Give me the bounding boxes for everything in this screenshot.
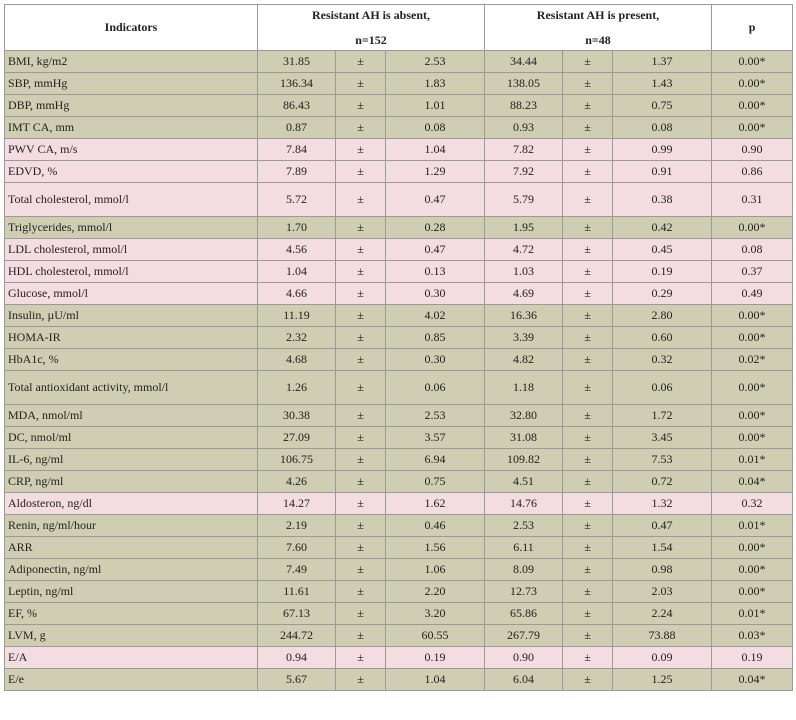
header-group-absent xyxy=(258,5,485,51)
table-row xyxy=(5,515,793,537)
absent-mean-cell: 7.89 xyxy=(258,161,336,183)
indicator-cell: IMT CA, mm xyxy=(5,117,258,139)
table-row xyxy=(5,239,793,261)
p-value-cell: 0.01* xyxy=(712,515,793,537)
absent-sd-cell: 2.53 xyxy=(386,51,485,73)
indicator-cell: LDL cholesterol, mmol/l xyxy=(5,239,258,261)
absent-mean-cell: 31.85 xyxy=(258,51,336,73)
present-mean-cell: 109.82 xyxy=(485,449,563,471)
p-value-cell: 0.49 xyxy=(712,283,793,305)
indicator-cell: Insulin, µU/ml xyxy=(5,305,258,327)
p-value-cell: 0.00* xyxy=(712,405,793,427)
indicator-cell: Leptin, ng/ml xyxy=(5,581,258,603)
absent-sd-cell: 3.57 xyxy=(386,427,485,449)
absent-pm-cell: ± xyxy=(336,73,386,95)
absent-pm-cell: ± xyxy=(336,217,386,239)
present-mean-cell: 7.92 xyxy=(485,161,563,183)
absent-mean-cell: 30.38 xyxy=(258,405,336,427)
absent-sd-cell: 2.20 xyxy=(386,581,485,603)
absent-pm-cell: ± xyxy=(336,305,386,327)
present-pm-cell: ± xyxy=(563,669,613,691)
present-pm-cell: ± xyxy=(563,349,613,371)
p-value-cell: 0.00* xyxy=(712,371,793,405)
present-sd-cell: 1.25 xyxy=(613,669,712,691)
table-row xyxy=(5,73,793,95)
table-row xyxy=(5,625,793,647)
header-group-present-n: n=48 xyxy=(585,32,611,47)
indicator-cell: Adiponectin, ng/ml xyxy=(5,559,258,581)
present-sd-cell: 0.32 xyxy=(613,349,712,371)
absent-sd-cell: 0.46 xyxy=(386,515,485,537)
present-sd-cell: 0.19 xyxy=(613,261,712,283)
present-sd-cell: 7.53 xyxy=(613,449,712,471)
absent-pm-cell: ± xyxy=(336,183,386,217)
absent-sd-cell: 2.53 xyxy=(386,405,485,427)
p-value-cell: 0.01* xyxy=(712,603,793,625)
table-row xyxy=(5,669,793,691)
absent-mean-cell: 136.34 xyxy=(258,73,336,95)
present-mean-cell: 14.76 xyxy=(485,493,563,515)
absent-sd-cell: 1.04 xyxy=(386,669,485,691)
table-row xyxy=(5,51,793,73)
present-mean-cell: 6.04 xyxy=(485,669,563,691)
table-row xyxy=(5,183,793,217)
absent-sd-cell: 0.28 xyxy=(386,217,485,239)
table-row xyxy=(5,471,793,493)
absent-sd-cell: 0.30 xyxy=(386,349,485,371)
header-group-absent-n: n=152 xyxy=(355,32,387,47)
table-row xyxy=(5,537,793,559)
present-pm-cell: ± xyxy=(563,161,613,183)
indicator-cell: Renin, ng/ml/hour xyxy=(5,515,258,537)
absent-mean-cell: 27.09 xyxy=(258,427,336,449)
present-pm-cell: ± xyxy=(563,51,613,73)
absent-mean-cell: 7.60 xyxy=(258,537,336,559)
absent-pm-cell: ± xyxy=(336,161,386,183)
absent-pm-cell: ± xyxy=(336,261,386,283)
indicator-cell: Total antioxidant activity, mmol/l xyxy=(5,371,258,405)
table-body xyxy=(5,51,793,691)
present-mean-cell: 0.90 xyxy=(485,647,563,669)
absent-sd-cell: 0.85 xyxy=(386,327,485,349)
absent-sd-cell: 4.02 xyxy=(386,305,485,327)
table-row xyxy=(5,261,793,283)
present-sd-cell: 0.29 xyxy=(613,283,712,305)
present-pm-cell: ± xyxy=(563,283,613,305)
present-pm-cell: ± xyxy=(563,117,613,139)
present-mean-cell: 8.09 xyxy=(485,559,563,581)
table-row xyxy=(5,581,793,603)
present-pm-cell: ± xyxy=(563,625,613,647)
absent-sd-cell: 0.19 xyxy=(386,647,485,669)
indicator-cell: Glucose, mmol/l xyxy=(5,283,258,305)
indicator-cell: E/e xyxy=(5,669,258,691)
present-sd-cell: 1.32 xyxy=(613,493,712,515)
absent-pm-cell: ± xyxy=(336,493,386,515)
absent-pm-cell: ± xyxy=(336,95,386,117)
present-sd-cell: 0.45 xyxy=(613,239,712,261)
p-value-cell: 0.00* xyxy=(712,327,793,349)
absent-pm-cell: ± xyxy=(336,327,386,349)
present-pm-cell: ± xyxy=(563,471,613,493)
present-sd-cell: 0.99 xyxy=(613,139,712,161)
absent-mean-cell: 4.68 xyxy=(258,349,336,371)
absent-sd-cell: 6.94 xyxy=(386,449,485,471)
p-value-cell: 0.01* xyxy=(712,449,793,471)
absent-sd-cell: 0.08 xyxy=(386,117,485,139)
absent-pm-cell: ± xyxy=(336,449,386,471)
present-pm-cell: ± xyxy=(563,449,613,471)
p-value-cell: 0.90 xyxy=(712,139,793,161)
present-sd-cell: 0.38 xyxy=(613,183,712,217)
present-sd-cell: 0.08 xyxy=(613,117,712,139)
present-pm-cell: ± xyxy=(563,139,613,161)
present-pm-cell: ± xyxy=(563,371,613,405)
present-mean-cell: 2.53 xyxy=(485,515,563,537)
absent-pm-cell: ± xyxy=(336,405,386,427)
p-value-cell: 0.00* xyxy=(712,537,793,559)
header-group-present-title: Resistant AH is present, xyxy=(536,7,660,22)
absent-sd-cell: 1.06 xyxy=(386,559,485,581)
indicator-cell: ARR xyxy=(5,537,258,559)
present-pm-cell: ± xyxy=(563,603,613,625)
indicator-cell: EDVD, % xyxy=(5,161,258,183)
indicator-cell: EF, % xyxy=(5,603,258,625)
p-value-cell: 0.03* xyxy=(712,625,793,647)
present-pm-cell: ± xyxy=(563,217,613,239)
p-value-cell: 0.04* xyxy=(712,471,793,493)
absent-mean-cell: 106.75 xyxy=(258,449,336,471)
absent-mean-cell: 11.19 xyxy=(258,305,336,327)
present-sd-cell: 1.54 xyxy=(613,537,712,559)
present-pm-cell: ± xyxy=(563,327,613,349)
present-pm-cell: ± xyxy=(563,305,613,327)
absent-pm-cell: ± xyxy=(336,427,386,449)
present-mean-cell: 1.18 xyxy=(485,371,563,405)
indicator-cell: LVM, g xyxy=(5,625,258,647)
header-p: p xyxy=(712,5,793,51)
table-row xyxy=(5,427,793,449)
absent-sd-cell: 1.56 xyxy=(386,537,485,559)
present-sd-cell: 2.03 xyxy=(613,581,712,603)
absent-mean-cell: 2.19 xyxy=(258,515,336,537)
table-row xyxy=(5,95,793,117)
table-row xyxy=(5,603,793,625)
present-mean-cell: 1.95 xyxy=(485,217,563,239)
absent-mean-cell: 5.72 xyxy=(258,183,336,217)
absent-pm-cell: ± xyxy=(336,515,386,537)
present-sd-cell: 0.47 xyxy=(613,515,712,537)
present-sd-cell: 0.72 xyxy=(613,471,712,493)
present-sd-cell: 1.37 xyxy=(613,51,712,73)
absent-mean-cell: 86.43 xyxy=(258,95,336,117)
present-sd-cell: 0.98 xyxy=(613,559,712,581)
absent-pm-cell: ± xyxy=(336,349,386,371)
absent-mean-cell: 4.66 xyxy=(258,283,336,305)
p-value-cell: 0.00* xyxy=(712,581,793,603)
present-pm-cell: ± xyxy=(563,183,613,217)
absent-mean-cell: 67.13 xyxy=(258,603,336,625)
indicator-cell: BMI, kg/m2 xyxy=(5,51,258,73)
indicator-cell: PWV CA, m/s xyxy=(5,139,258,161)
table-row xyxy=(5,283,793,305)
present-mean-cell: 6.11 xyxy=(485,537,563,559)
present-mean-cell: 65.86 xyxy=(485,603,563,625)
present-sd-cell: 0.42 xyxy=(613,217,712,239)
present-sd-cell: 0.91 xyxy=(613,161,712,183)
present-mean-cell: 1.03 xyxy=(485,261,563,283)
present-pm-cell: ± xyxy=(563,239,613,261)
present-pm-cell: ± xyxy=(563,427,613,449)
table-row xyxy=(5,349,793,371)
present-pm-cell: ± xyxy=(563,515,613,537)
present-mean-cell: 4.51 xyxy=(485,471,563,493)
present-pm-cell: ± xyxy=(563,493,613,515)
present-mean-cell: 4.82 xyxy=(485,349,563,371)
absent-sd-cell: 1.01 xyxy=(386,95,485,117)
present-mean-cell: 4.72 xyxy=(485,239,563,261)
absent-mean-cell: 5.67 xyxy=(258,669,336,691)
absent-mean-cell: 0.94 xyxy=(258,647,336,669)
present-pm-cell: ± xyxy=(563,581,613,603)
absent-mean-cell: 244.72 xyxy=(258,625,336,647)
absent-mean-cell: 7.84 xyxy=(258,139,336,161)
table-row xyxy=(5,449,793,471)
table-row xyxy=(5,647,793,669)
absent-mean-cell: 4.26 xyxy=(258,471,336,493)
present-mean-cell: 31.08 xyxy=(485,427,563,449)
present-sd-cell: 3.45 xyxy=(613,427,712,449)
present-mean-cell: 88.23 xyxy=(485,95,563,117)
indicators-table xyxy=(4,4,793,691)
table-row xyxy=(5,405,793,427)
p-value-cell: 0.00* xyxy=(712,305,793,327)
absent-sd-cell: 0.06 xyxy=(386,371,485,405)
present-mean-cell: 4.69 xyxy=(485,283,563,305)
present-sd-cell: 0.06 xyxy=(613,371,712,405)
absent-pm-cell: ± xyxy=(336,581,386,603)
table-row xyxy=(5,493,793,515)
header-indicators: Indicators xyxy=(5,5,258,51)
absent-pm-cell: ± xyxy=(336,139,386,161)
indicator-cell: Triglycerides, mmol/l xyxy=(5,217,258,239)
table-row xyxy=(5,139,793,161)
present-mean-cell: 5.79 xyxy=(485,183,563,217)
absent-sd-cell: 1.62 xyxy=(386,493,485,515)
table-row xyxy=(5,559,793,581)
absent-sd-cell: 0.47 xyxy=(386,183,485,217)
absent-pm-cell: ± xyxy=(336,669,386,691)
present-pm-cell: ± xyxy=(563,73,613,95)
present-pm-cell: ± xyxy=(563,95,613,117)
absent-pm-cell: ± xyxy=(336,471,386,493)
absent-pm-cell: ± xyxy=(336,625,386,647)
absent-mean-cell: 1.26 xyxy=(258,371,336,405)
absent-sd-cell: 0.30 xyxy=(386,283,485,305)
table-row xyxy=(5,117,793,139)
present-mean-cell: 138.05 xyxy=(485,73,563,95)
table-header xyxy=(5,5,793,51)
absent-sd-cell: 1.83 xyxy=(386,73,485,95)
p-value-cell: 0.08 xyxy=(712,239,793,261)
absent-pm-cell: ± xyxy=(336,51,386,73)
indicator-cell: IL-6, ng/ml xyxy=(5,449,258,471)
absent-mean-cell: 7.49 xyxy=(258,559,336,581)
p-value-cell: 0.19 xyxy=(712,647,793,669)
present-pm-cell: ± xyxy=(563,559,613,581)
absent-mean-cell: 2.32 xyxy=(258,327,336,349)
present-pm-cell: ± xyxy=(563,405,613,427)
absent-pm-cell: ± xyxy=(336,537,386,559)
present-mean-cell: 3.39 xyxy=(485,327,563,349)
present-sd-cell: 0.60 xyxy=(613,327,712,349)
table-row xyxy=(5,305,793,327)
indicator-cell: DBP, mmHg xyxy=(5,95,258,117)
absent-pm-cell: ± xyxy=(336,371,386,405)
table-row xyxy=(5,161,793,183)
present-sd-cell: 0.75 xyxy=(613,95,712,117)
present-sd-cell: 0.09 xyxy=(613,647,712,669)
absent-pm-cell: ± xyxy=(336,603,386,625)
p-value-cell: 0.86 xyxy=(712,161,793,183)
absent-sd-cell: 0.47 xyxy=(386,239,485,261)
indicator-cell: HbA1c, % xyxy=(5,349,258,371)
absent-sd-cell: 0.75 xyxy=(386,471,485,493)
present-sd-cell: 73.88 xyxy=(613,625,712,647)
p-value-cell: 0.31 xyxy=(712,183,793,217)
p-value-cell: 0.00* xyxy=(712,217,793,239)
absent-mean-cell: 4.56 xyxy=(258,239,336,261)
present-mean-cell: 32.80 xyxy=(485,405,563,427)
p-value-cell: 0.00* xyxy=(712,95,793,117)
absent-mean-cell: 1.04 xyxy=(258,261,336,283)
present-mean-cell: 12.73 xyxy=(485,581,563,603)
absent-pm-cell: ± xyxy=(336,117,386,139)
present-sd-cell: 2.24 xyxy=(613,603,712,625)
absent-sd-cell: 60.55 xyxy=(386,625,485,647)
absent-sd-cell: 3.20 xyxy=(386,603,485,625)
present-pm-cell: ± xyxy=(563,647,613,669)
p-value-cell: 0.00* xyxy=(712,73,793,95)
indicator-cell: CRP, ng/ml xyxy=(5,471,258,493)
indicator-cell: Total cholesterol, mmol/l xyxy=(5,183,258,217)
absent-mean-cell: 14.27 xyxy=(258,493,336,515)
present-pm-cell: ± xyxy=(563,537,613,559)
present-mean-cell: 7.82 xyxy=(485,139,563,161)
absent-sd-cell: 1.29 xyxy=(386,161,485,183)
p-value-cell: 0.00* xyxy=(712,51,793,73)
present-mean-cell: 34.44 xyxy=(485,51,563,73)
indicator-cell: MDA, nmol/ml xyxy=(5,405,258,427)
absent-mean-cell: 0.87 xyxy=(258,117,336,139)
p-value-cell: 0.04* xyxy=(712,669,793,691)
present-mean-cell: 16.36 xyxy=(485,305,563,327)
p-value-cell: 0.02* xyxy=(712,349,793,371)
p-value-cell: 0.00* xyxy=(712,559,793,581)
absent-sd-cell: 0.13 xyxy=(386,261,485,283)
present-mean-cell: 0.93 xyxy=(485,117,563,139)
absent-pm-cell: ± xyxy=(336,559,386,581)
absent-pm-cell: ± xyxy=(336,239,386,261)
absent-pm-cell: ± xyxy=(336,647,386,669)
present-mean-cell: 267.79 xyxy=(485,625,563,647)
p-value-cell: 0.00* xyxy=(712,117,793,139)
p-value-cell: 0.37 xyxy=(712,261,793,283)
header-group-present xyxy=(485,5,712,51)
absent-sd-cell: 1.04 xyxy=(386,139,485,161)
present-sd-cell: 2.80 xyxy=(613,305,712,327)
indicator-cell: HOMA-IR xyxy=(5,327,258,349)
p-value-cell: 0.32 xyxy=(712,493,793,515)
absent-mean-cell: 11.61 xyxy=(258,581,336,603)
absent-pm-cell: ± xyxy=(336,283,386,305)
table-row xyxy=(5,217,793,239)
header-group-absent-title: Resistant AH is absent, xyxy=(311,7,430,22)
indicator-cell: DC, nmol/ml xyxy=(5,427,258,449)
indicator-cell: Aldosteron, ng/dl xyxy=(5,493,258,515)
indicator-cell: SBP, mmHg xyxy=(5,73,258,95)
present-sd-cell: 1.43 xyxy=(613,73,712,95)
absent-mean-cell: 1.70 xyxy=(258,217,336,239)
present-sd-cell: 1.72 xyxy=(613,405,712,427)
indicator-cell: HDL cholesterol, mmol/l xyxy=(5,261,258,283)
indicator-cell: E/A xyxy=(5,647,258,669)
table-row xyxy=(5,371,793,405)
p-value-cell: 0.00* xyxy=(712,427,793,449)
present-pm-cell: ± xyxy=(563,261,613,283)
table-row xyxy=(5,327,793,349)
